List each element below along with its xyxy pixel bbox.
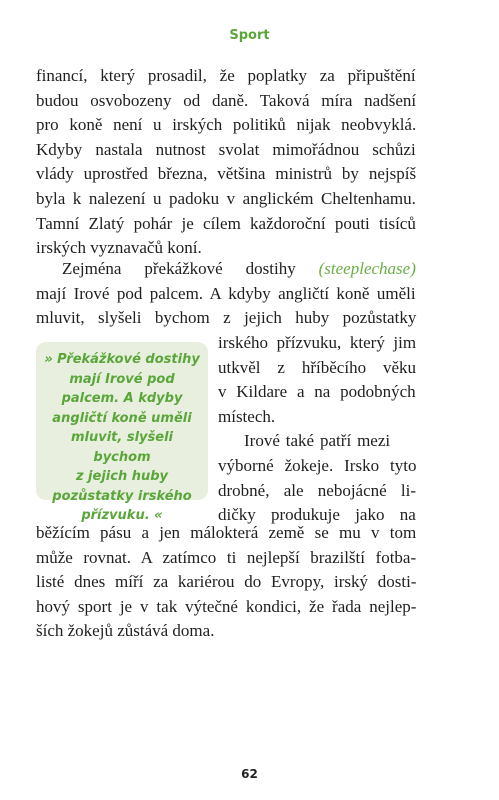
text-line: Kdyby nastala nutnost svolat mimořádnou schůzi bbox=[36, 139, 416, 159]
text-line: budou osvobozeny od daně. Taková míra nadšení bbox=[36, 90, 417, 110]
text-line: mají Irové pod palcem. A kdyby angličtí koně uměli bbox=[36, 283, 416, 303]
text-line: dičky produkuje jako na bbox=[218, 505, 416, 525]
text-line: byla k nalezení u padoku v anglickém Cheltenhamu. bbox=[36, 188, 416, 208]
text-line: pro koně není u irských politiků nijak neobvyklá. bbox=[36, 115, 417, 135]
text-line bbox=[36, 257, 416, 282]
text-line: utkvěl z hříběcího věku bbox=[218, 357, 417, 377]
text-line: drobné, ale nebojácné li- bbox=[218, 480, 417, 500]
text-line: může rovnat. A zatímco ti nejlepší brazilští fotba- bbox=[36, 547, 417, 567]
text-line: výborné žokeje. Irsko tyto bbox=[218, 455, 417, 475]
pull-quote bbox=[36, 342, 208, 523]
text-line: irských vyznavačů koní. bbox=[36, 238, 202, 258]
text-line: mluvit, slyšeli bychom z jejich huby pozůstatky bbox=[36, 308, 417, 328]
paragraph-3-continued bbox=[36, 521, 416, 644]
paragraph-2 bbox=[36, 257, 416, 331]
text-line: běžícím pásu a jen málokterá země se mu v tom bbox=[36, 523, 417, 542]
pull-quote-line: mluvit, slyšeli bychom bbox=[70, 430, 173, 465]
running-header: Sport bbox=[229, 28, 270, 43]
pull-quote-line: přízvuku. « bbox=[81, 508, 163, 523]
text-line: Tamní Zlatý pohár je cílem každoroční pouti tisíců bbox=[36, 213, 416, 233]
pull-quote-line: angličtí koně uměli bbox=[52, 410, 192, 426]
text-line: hový sport je v tak výtečné kondici, že řada nejlep- bbox=[36, 596, 417, 616]
pull-quote-line: mají Irové pod bbox=[69, 371, 175, 387]
page-number: 62 bbox=[241, 767, 258, 781]
text-fragment: Zejména překážkové dostihy bbox=[62, 259, 319, 278]
text-line: irského přízvuku, který jim bbox=[218, 333, 417, 352]
text-line: v Kildare a na podobných bbox=[218, 382, 416, 402]
wrapped-text-column bbox=[218, 331, 416, 528]
text-line: financí, který prosadil, že poplatky za připuštění bbox=[36, 66, 416, 85]
paragraph-1 bbox=[36, 64, 416, 261]
text-line: místech. bbox=[218, 406, 276, 426]
text-line: ších žokejů zůstává doma. bbox=[36, 621, 215, 641]
text-line: listé dnes míří za kariérou do Evropy, irský dosti- bbox=[36, 572, 417, 592]
pull-quote-line: » Překážkové dostihy bbox=[44, 352, 200, 367]
pull-quote-line: pozůstatky irského bbox=[52, 488, 192, 504]
text-line: Irové také patří mezi bbox=[244, 431, 391, 451]
text-line: vlády uprostřed března, většina ministrů by nejspíš bbox=[36, 164, 417, 184]
steeplechase-term: (steeplechase) bbox=[318, 259, 416, 278]
pull-quote-line: z jejich huby bbox=[75, 469, 169, 484]
pull-quote-line: palcem. A kdyby bbox=[61, 391, 183, 406]
